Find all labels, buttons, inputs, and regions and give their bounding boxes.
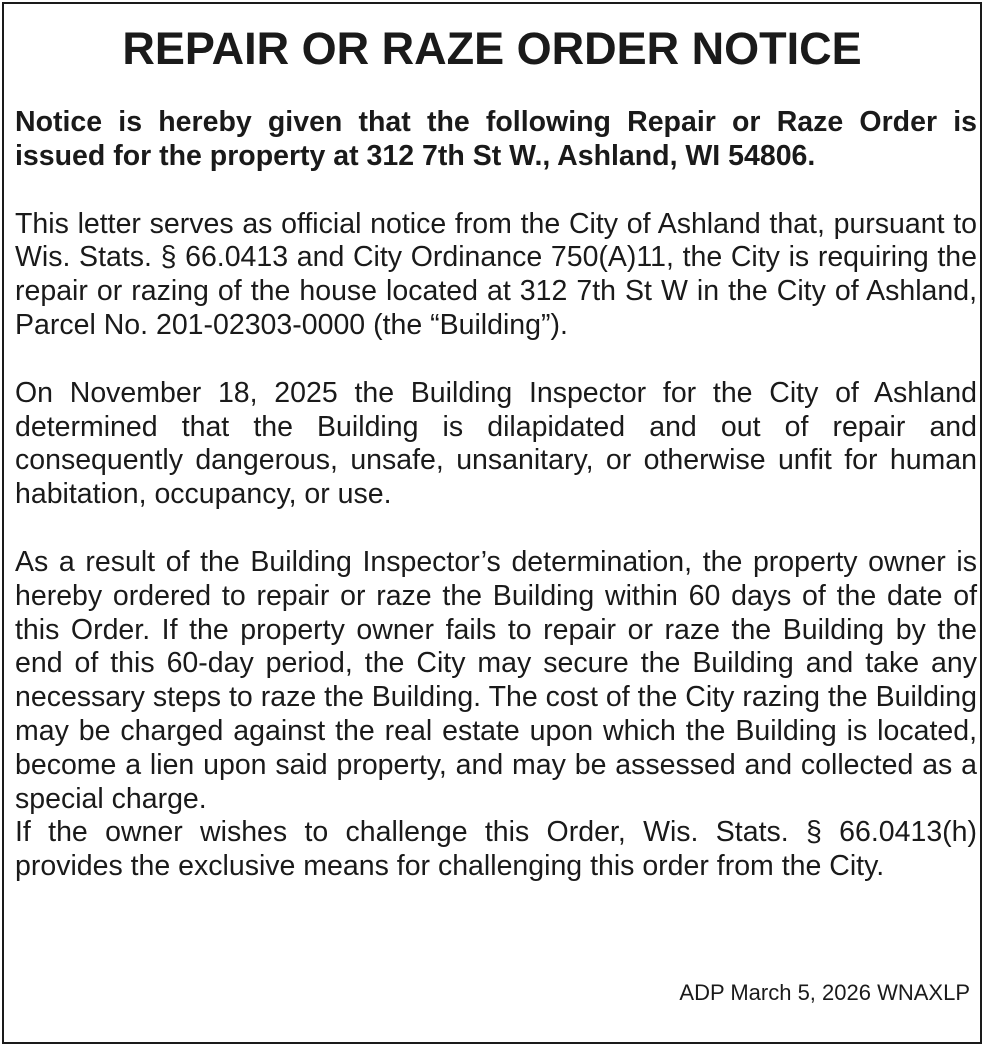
notice-paragraph-determination: On November 18, 2025 the Building Inspector for the City of Ashland determined that the Building is dilapidated and out of repair and consequently dangerous, unsafe, unsanitary, or otherwise unfit for human habitation, occupancy, or use. (15, 376, 977, 511)
notice-body (15, 106, 977, 884)
notice-paragraph-challenge: If the owner wishes to challenge this Order, Wis. Stats. § 66.0413(h) provides the exclusive means for challenging this order from the City. (15, 816, 977, 883)
legal-notice (2, 2, 982, 1044)
notice-paragraph-authority: This letter serves as official notice from the City of Ashland that, pursuant to Wis. Stats. § 66.0413 and City Ordinance 750(A)11, the City is requiring the repair or razing of the house located at 312 7th St W in the City of Ashland, Parcel No. 201-02303-0000 (the “Building”). (15, 207, 977, 341)
notice-lead-paragraph: Notice is hereby given that the following Repair or Raze Order is issued for the property at 312 7th St W., Ashland, WI 54806. (15, 106, 977, 172)
paragraph-spacer (15, 174, 977, 208)
paragraph-spacer (15, 512, 977, 546)
publication-footer: ADP March 5, 2026 WNAXLP (679, 980, 970, 1005)
paragraph-spacer (15, 343, 977, 377)
notice-paragraph-order: As a result of the Building Inspector’s determination, the property owner is hereby ordered to repair or raze the Building within 60 days of the date of this Order. If the property owner fails to repair or raze the Building by the end of this 60-day period, the City may secure the Building and take any necessary steps to raze the Building. The cost of the City razing the Building may be charged against the real estate upon which the Building is located, become a lien upon said property, and may be assessed and collected as a special charge. (15, 545, 977, 815)
notice-title: REPAIR OR RAZE ORDER NOTICE (122, 23, 862, 74)
